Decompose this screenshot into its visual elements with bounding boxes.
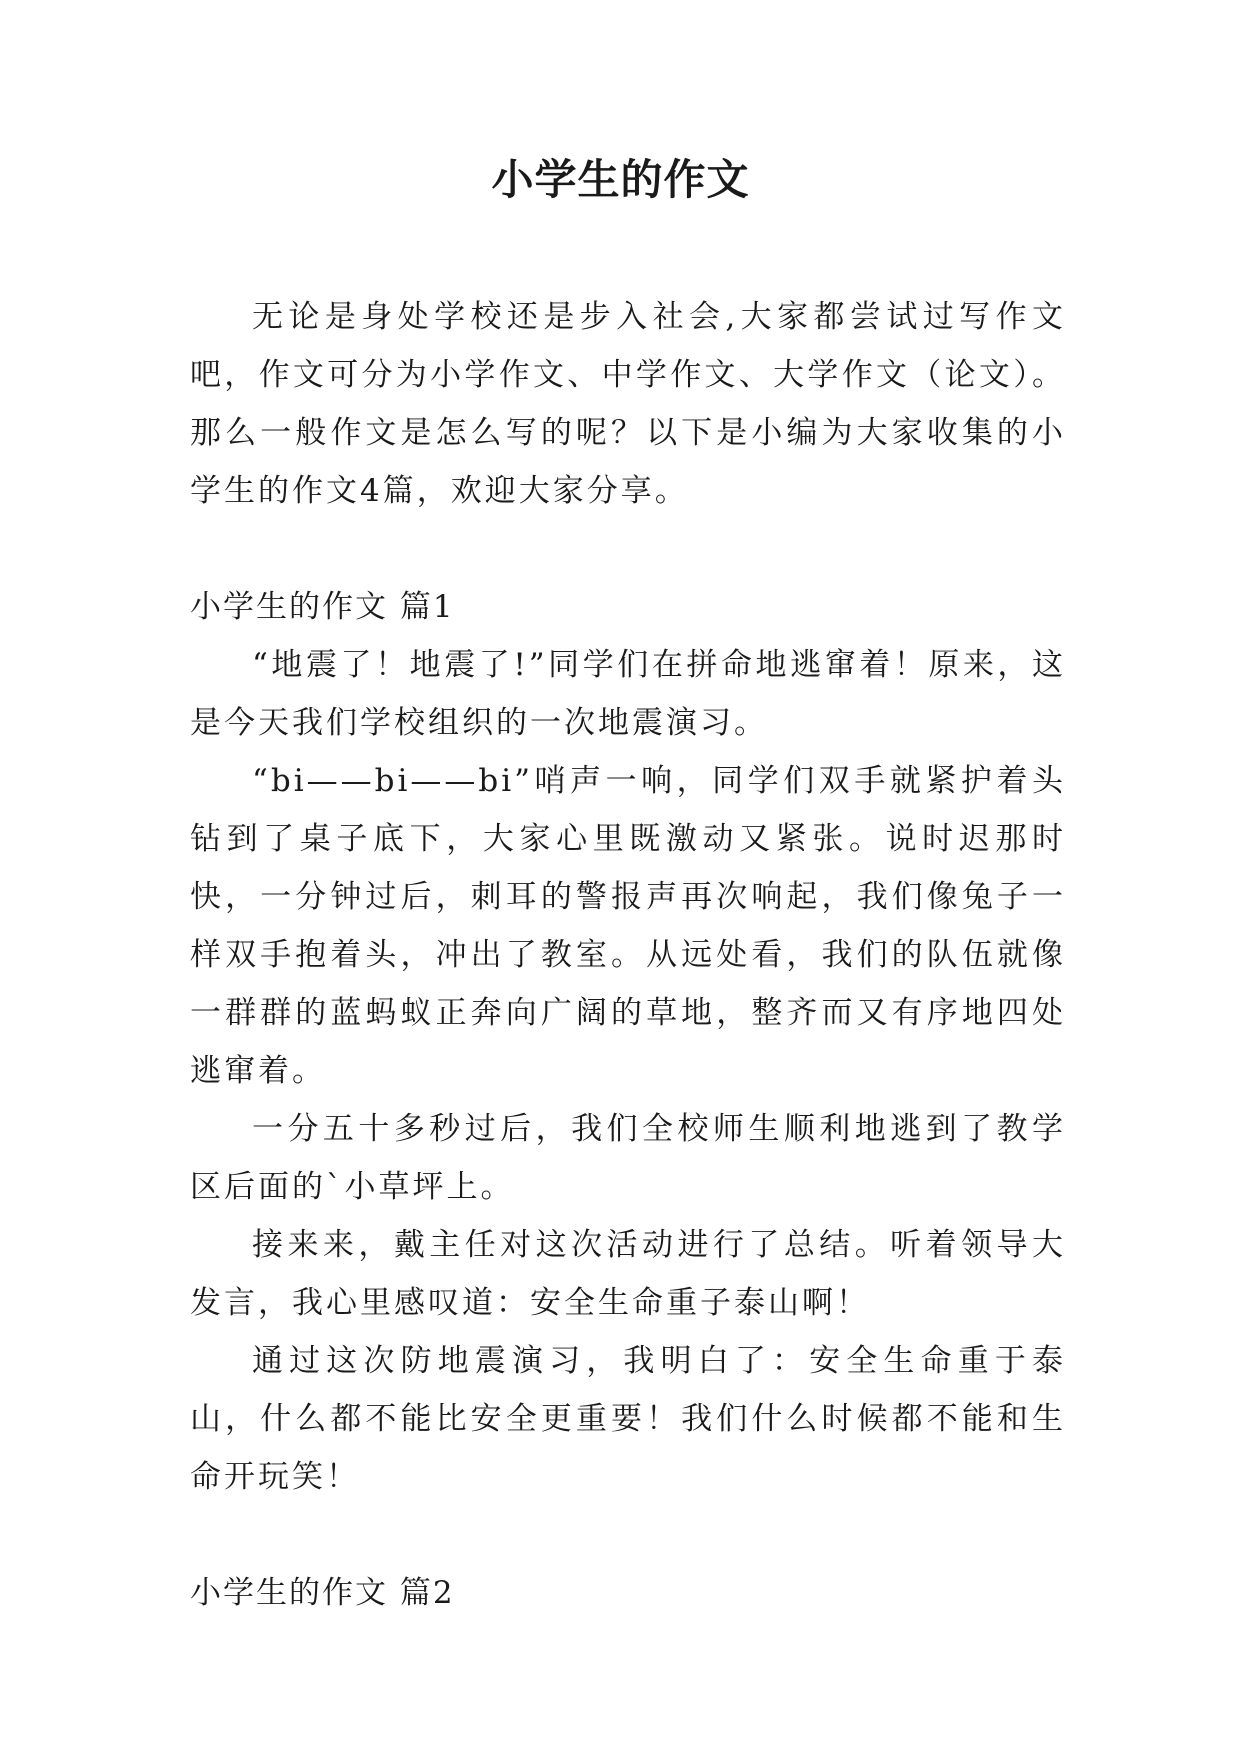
section-heading-1: 小学生的作文 篇1: [190, 589, 455, 625]
section-1-paragraph-4: 接来来，戴主任对这次活动进行了总结。听着领导大发言，我心里感叹道：安全生命重子泰山啊！: [190, 1227, 1066, 1321]
intro-paragraph: 无论是身处学校还是步入社会,大家都尝试过写作文吧，作文可分为小学作文、中学作文、大学作文（论文）。那么一般作文是怎么写的呢？以下是小编为大家收集的小学生的作文4篇，欢迎大家分享。: [190, 299, 1066, 509]
section-gap: [190, 1506, 1066, 1564]
section-gap: [190, 520, 1066, 578]
section-1-paragraph-5: 通过这次防地震演习，我明白了：安全生命重于泰山，什么都不能比安全更重要！我们什么时候都不能和生命开玩笑！: [190, 1343, 1066, 1495]
section-1-paragraph-3: 一分五十多秒过后，我们全校师生顺利地逃到了教学区后面的`小草坪上。: [190, 1111, 1066, 1205]
section-1-paragraph-1: “地震了！地震了!”同学们在拼命地逃窜着！原来，这是今天我们学校组织的一次地震演习。: [190, 647, 1066, 741]
document-body: [190, 288, 1066, 1622]
section-heading-2: 小学生的作文 篇2: [190, 1575, 455, 1611]
document-title: 小学生的作文: [491, 155, 750, 204]
section-1-paragraph-2: “bi——bi——bi”哨声一响，同学们双手就紧护着头钻到了桌子底下，大家心里既激动又紧张。说时迟那时快，一分钟过后，刺耳的警报声再次响起，我们像兔子一样双手抱着头，冲出了教室。从远处看，我们的队伍就像一群群的蓝蚂蚁正奔向广阔的草地，整齐而又有序地四处逃窜着。: [190, 763, 1066, 1089]
